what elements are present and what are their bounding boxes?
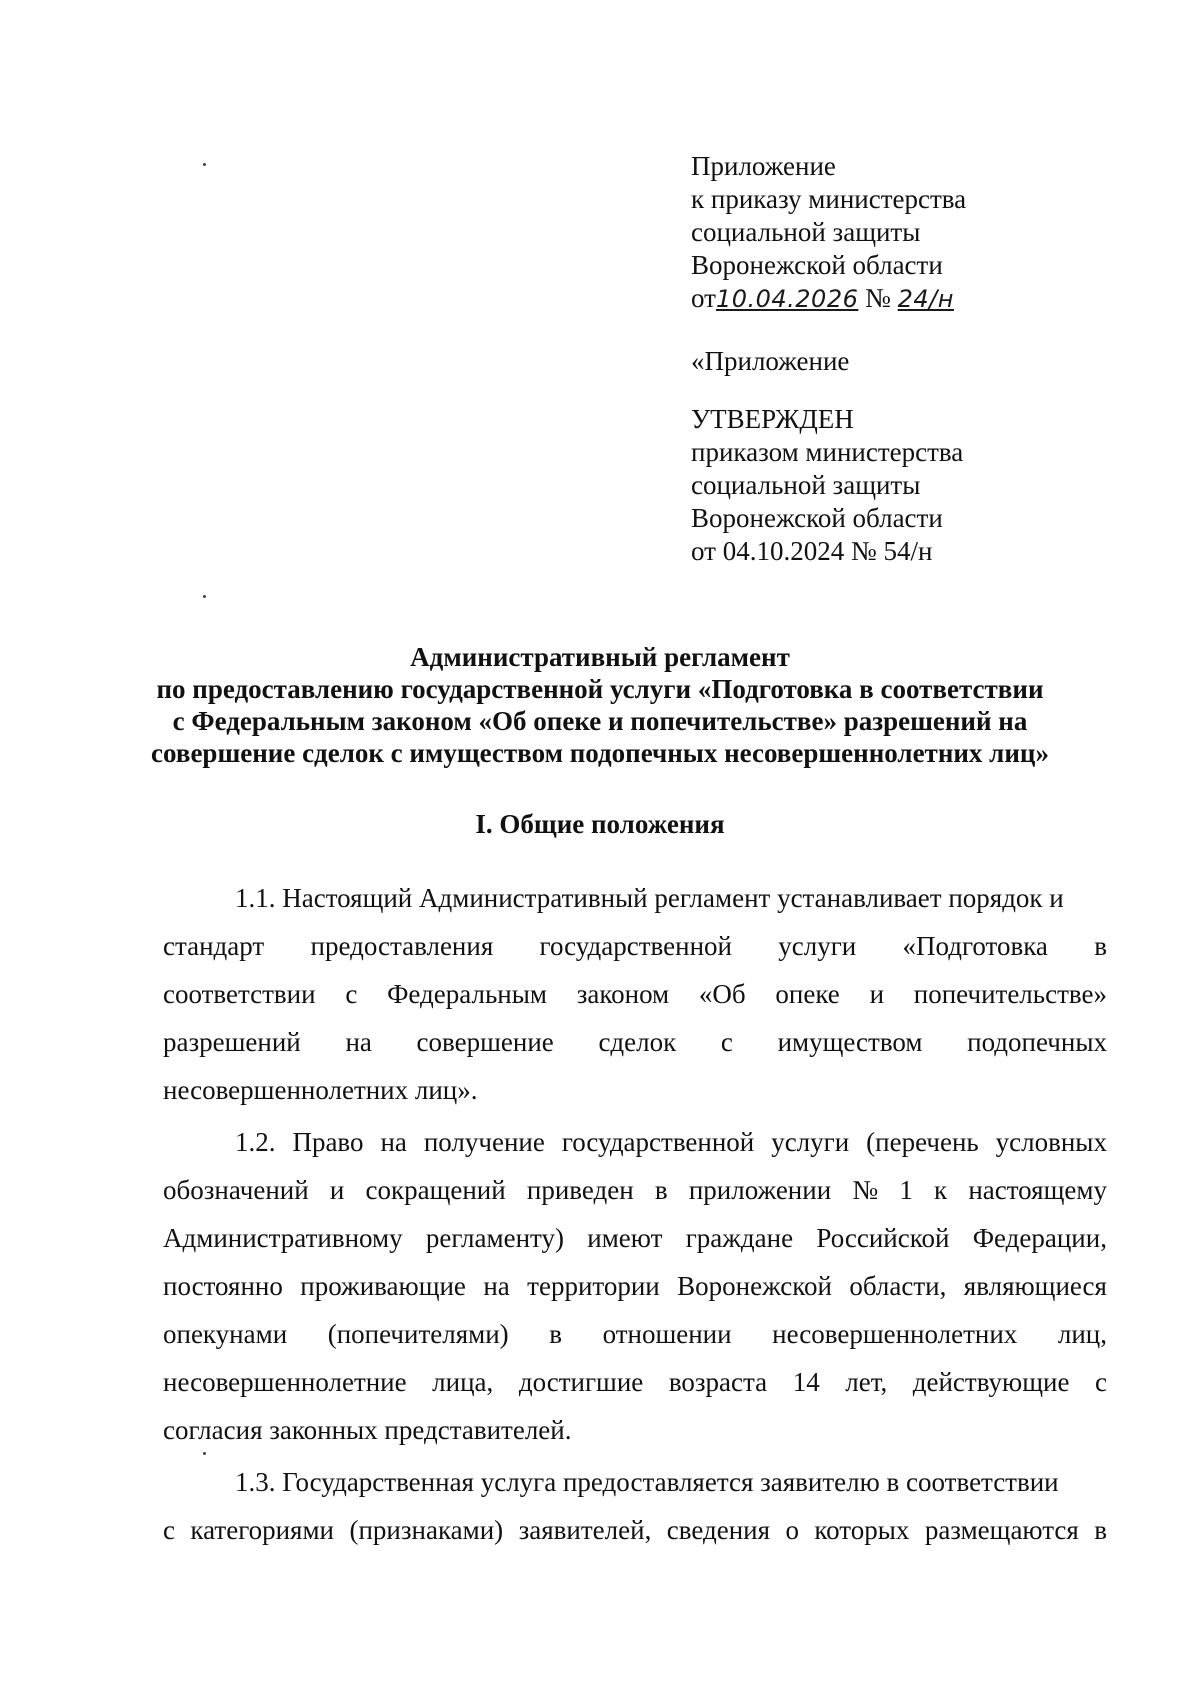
word: в xyxy=(654,1175,668,1205)
appendix-line: к приказу министерства xyxy=(691,184,967,214)
word: Федеральным xyxy=(387,979,547,1009)
word: к xyxy=(934,1175,948,1205)
word: о xyxy=(785,1515,799,1545)
word: попечительстве» xyxy=(913,979,1107,1009)
word: государственной xyxy=(539,931,732,961)
word: 1.2. xyxy=(235,1127,276,1157)
approved-line: Воронежской области xyxy=(691,503,943,533)
word: сведения xyxy=(666,1515,771,1545)
word: Федерации, xyxy=(972,1223,1107,1253)
date-prefix: от xyxy=(691,283,716,313)
scan-speck xyxy=(203,163,206,166)
word: регламенту) xyxy=(425,1223,564,1253)
word: «Об xyxy=(698,979,746,1009)
appendix-header xyxy=(691,150,966,316)
word: (попечителями) xyxy=(327,1319,509,1349)
paragraph-line: 1.1. Настоящий Административный регламент устанавливает порядок и xyxy=(235,883,1064,913)
word: и xyxy=(869,979,885,1009)
approved-line: от 04.10.2024 № 54/н xyxy=(691,536,933,566)
word: с xyxy=(720,1027,733,1057)
word: приложении xyxy=(688,1175,832,1205)
word: действующие xyxy=(912,1367,1070,1397)
paragraph-line xyxy=(163,1018,1107,1066)
paragraph-line xyxy=(163,1166,1107,1214)
word: Российской xyxy=(816,1223,950,1253)
word: лица, xyxy=(432,1367,494,1397)
paragraph-line xyxy=(163,922,1107,970)
word: несовершеннолетние xyxy=(163,1367,407,1397)
word: услуги xyxy=(778,931,857,961)
title-line: совершение сделок с имуществом подопечных несовершеннолетних лиц» xyxy=(151,738,1049,768)
appendix-line: Приложение xyxy=(691,151,836,181)
word: постоянно xyxy=(163,1271,283,1301)
paragraph-line xyxy=(163,1262,1107,1310)
handwritten-number: 24/н xyxy=(897,285,954,313)
paragraph-1-1 xyxy=(163,874,1107,1114)
word: на xyxy=(483,1271,510,1301)
word: в xyxy=(1094,931,1107,961)
document-title xyxy=(100,641,1100,769)
paragraph-line xyxy=(163,1214,1107,1262)
word: с xyxy=(163,1515,175,1545)
word: заявителей, xyxy=(518,1515,652,1545)
title-line: с Федеральным законом «Об опеке и попечительстве» разрешений на xyxy=(172,706,1028,736)
word: приведен xyxy=(526,1175,634,1205)
word: получение xyxy=(423,1127,545,1157)
word: стандарт xyxy=(163,931,265,961)
word: территории xyxy=(527,1271,660,1301)
word: области, xyxy=(849,1271,947,1301)
word: Административному xyxy=(163,1223,403,1253)
approved-block xyxy=(691,403,963,568)
word: сделок xyxy=(598,1027,677,1057)
paragraph-line xyxy=(163,1506,1107,1554)
handwritten-date: 10.04.2026 xyxy=(715,285,859,313)
word: возраста xyxy=(668,1367,768,1397)
word: предоставления xyxy=(310,931,494,961)
word: соответствии xyxy=(163,979,316,1009)
appendix-line: социальной защиты xyxy=(691,217,921,247)
word: услуги xyxy=(771,1127,850,1157)
appendix-date-line xyxy=(691,282,966,316)
word: проживающие xyxy=(300,1271,466,1301)
word: с xyxy=(345,979,358,1009)
word: условных xyxy=(995,1127,1107,1157)
appendix-quote-text: «Приложение xyxy=(691,346,850,376)
word: несовершеннолетних xyxy=(772,1319,1018,1349)
paragraph-line xyxy=(163,1310,1107,1358)
paragraph-1-2 xyxy=(163,1118,1107,1454)
word: лиц, xyxy=(1057,1319,1107,1349)
word: № xyxy=(852,1175,879,1205)
word: лет, xyxy=(845,1367,888,1397)
word: в xyxy=(549,1319,562,1349)
word: (признаками) xyxy=(349,1515,504,1545)
word: и xyxy=(329,1175,345,1205)
word: законом xyxy=(576,979,670,1009)
number-sign: № xyxy=(865,283,891,313)
approved-line: УТВЕРЖДЕН xyxy=(691,404,854,434)
approved-line: социальной защиты xyxy=(691,470,921,500)
word: государственной xyxy=(561,1127,755,1157)
word: в xyxy=(1094,1515,1107,1545)
word: размещаются xyxy=(924,1515,1079,1545)
paragraph-1-3 xyxy=(163,1458,1107,1554)
word: настоящему xyxy=(968,1175,1107,1205)
approved-line: приказом министерства xyxy=(691,437,964,467)
word: сокращений xyxy=(365,1175,506,1205)
word: категориями xyxy=(190,1515,335,1545)
word: отношении xyxy=(602,1319,732,1349)
paragraph-line xyxy=(163,1358,1107,1406)
word: 14 xyxy=(792,1367,820,1397)
word: опеке xyxy=(775,979,840,1009)
paragraph-line: несовершеннолетних лиц». xyxy=(163,1075,478,1105)
word: разрешений xyxy=(163,1027,301,1057)
word: совершение xyxy=(416,1027,554,1057)
word: граждане xyxy=(685,1223,794,1253)
appendix-quote xyxy=(691,345,849,378)
title-line: Административный регламент xyxy=(410,642,790,672)
word: имеют xyxy=(587,1223,663,1253)
word: опекунами xyxy=(163,1319,288,1349)
word: на xyxy=(380,1127,407,1157)
appendix-line: Воронежской области xyxy=(691,250,943,280)
word: являющиеся xyxy=(963,1271,1107,1301)
scan-speck xyxy=(203,595,206,598)
word: которых xyxy=(814,1515,910,1545)
paragraph-line: согласия законных представителей. xyxy=(163,1415,572,1445)
word: подопечных xyxy=(967,1027,1107,1057)
word: с xyxy=(1095,1367,1107,1397)
word: (перечень xyxy=(866,1127,979,1157)
paragraph-line xyxy=(163,970,1107,1018)
word: 1 xyxy=(899,1175,913,1205)
word: «Подготовка xyxy=(902,931,1048,961)
word: Воронежской xyxy=(677,1271,832,1301)
word: Право xyxy=(292,1127,364,1157)
title-line: по предоставлению государственной услуги «Подготовка в соответствии xyxy=(156,674,1044,704)
paragraph-line: 1.3. Государственная услуга предоставляется заявителю в соответствии xyxy=(235,1467,1059,1497)
word: на xyxy=(345,1027,372,1057)
word: достигшие xyxy=(518,1367,644,1397)
paragraph-line xyxy=(163,1118,1107,1166)
word: имуществом xyxy=(777,1027,923,1057)
word: обозначений xyxy=(163,1175,309,1205)
section-title: I. Общие положения xyxy=(475,809,725,839)
